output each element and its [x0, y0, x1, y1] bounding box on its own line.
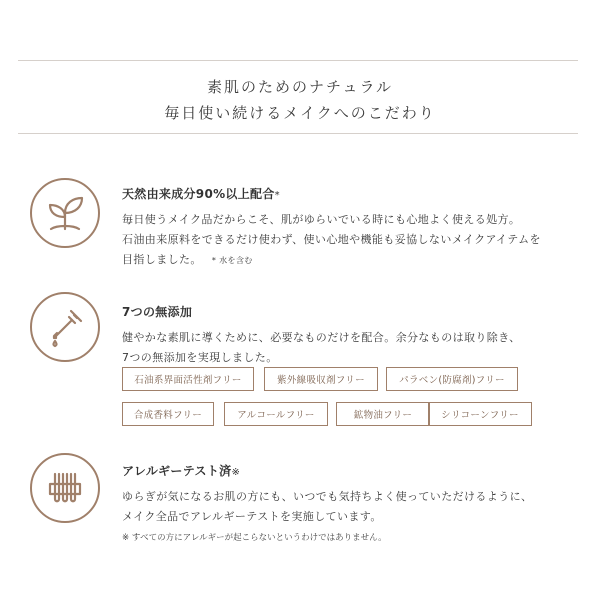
section-seven-free [122, 303, 582, 368]
sprout-icon [30, 178, 100, 248]
tag-mineral-oil-free: 鉱物油フリー [336, 402, 430, 426]
free-tags [122, 367, 582, 431]
allergy-footnote: ※ すべての方にアレルギーが起こらないというわけではありません。 [122, 533, 387, 543]
section-title: アレルギーテスト済※ [122, 464, 241, 478]
tag-surfactant-free: 石油系界面活性剤フリー [122, 367, 254, 391]
section-title: 7つの無添加 [122, 305, 193, 319]
body-line: 7つの無添加を実現しました。 [122, 351, 278, 364]
headline-line-2: 毎日使い続けるメイクへのこだわり [164, 104, 436, 122]
page-headline [0, 74, 600, 126]
body-line: 健やかな素肌に導くために、必要なものだけを配合。余分なものは取り除き、 [122, 331, 521, 344]
section-body [122, 487, 582, 527]
tag-paraben-free: パラベン(防腐剤)フリー [386, 367, 518, 391]
tag-uv-absorber-free: 紫外線吸収剤フリー [264, 367, 378, 391]
section-title: 天然由来成分90%以上配合* [122, 187, 280, 201]
section-body [122, 210, 582, 271]
water-note: * 水を含む [211, 256, 253, 265]
body-line: 目指しました。 * 水を含む [122, 253, 253, 266]
tag-fragrance-free: 合成香料フリー [122, 402, 214, 426]
dropper-icon [30, 292, 100, 362]
body-line: 毎日使うメイク品だからこそ、肌がゆらいでいる時にも心地よく使える処方。 [122, 213, 521, 226]
body-line: メイク全品でアレルギーテストを実施しています。 [122, 510, 382, 523]
header-rule-bottom [18, 133, 578, 134]
tag-silicone-free: シリコーンフリー [428, 402, 532, 426]
section-body [122, 328, 582, 368]
header-rule-top [18, 60, 578, 61]
body-line: ゆらぎが気になるお肌の方にも、いつでも気持ちよく使っていただけるように、 [122, 490, 533, 503]
body-line: 石油由来原料をできるだけ使わず、使い心地や機能も妥協しないメイクアイテムを [122, 233, 541, 246]
section-natural-ingredients [122, 185, 582, 271]
test-tubes-icon [30, 453, 100, 523]
tag-alcohol-free: アルコールフリー [224, 402, 328, 426]
section-allergy-tested [122, 462, 582, 543]
headline-line-1: 素肌のためのナチュラル [206, 78, 394, 96]
